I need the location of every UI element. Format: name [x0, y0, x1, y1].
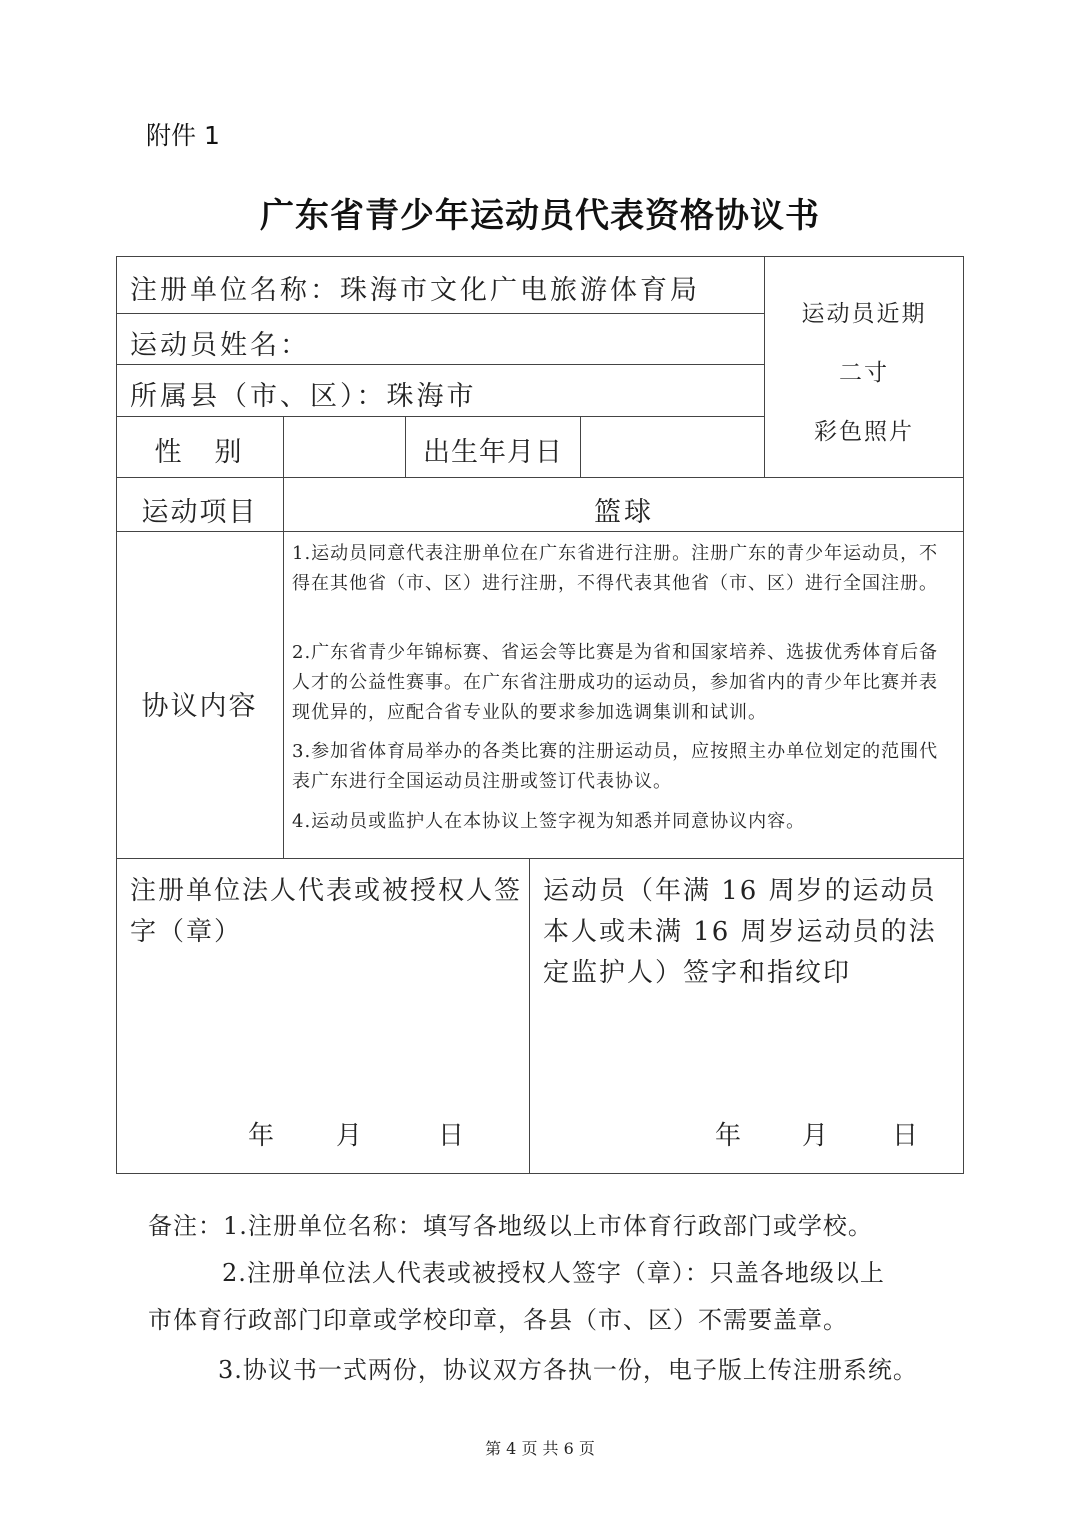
- photo-hint-line-1: 运动员近期: [801, 301, 927, 327]
- note-line-4: 3.协议书一式两份，协议双方各执一份，电子版上传注册系统。: [218, 1356, 918, 1384]
- page-number: 第 4 页 共 6 页: [485, 1439, 595, 1458]
- athlete-name-field: 运动员姓名：: [130, 330, 310, 361]
- row-divider-3: [116, 416, 764, 417]
- row-divider-6: [116, 858, 964, 859]
- athlete-sign-day: 日: [892, 1121, 919, 1151]
- gender-label: 性 别: [154, 437, 245, 468]
- table-border-top: [116, 256, 964, 257]
- row-divider-2: [116, 364, 764, 365]
- athlete-signature-label: 运动员（年满 16 周岁的运动员本人或未满 16 周岁运动员的法定监护人）签字和指纹印: [543, 876, 937, 988]
- agreement-clause-3: 3.参加省体育局举办的各类比赛的注册运动员，应按照主办单位划定的范围代表广东进行全国运动员注册或签订代表协议。: [292, 741, 939, 792]
- note-line-1: 备注：1.注册单位名称：填写各地级以上市体育行政部门或学校。: [148, 1212, 873, 1240]
- unit-signature-label: 注册单位法人代表或被授权人签字（章）: [130, 876, 523, 947]
- photo-hint-line-3: 彩色照片: [814, 419, 914, 445]
- birth-date-label: 出生年月日: [423, 437, 563, 468]
- unit-sign-month: 月: [336, 1121, 363, 1151]
- unit-sign-year: 年: [248, 1121, 275, 1151]
- county-field: 所属县（市、区）：珠海市: [130, 381, 477, 412]
- sport-label: 运动项目: [141, 497, 258, 528]
- sport-value: 篮球: [594, 497, 654, 528]
- attachment-label: 附件 1: [146, 121, 220, 150]
- note-line-3: 市体育行政部门印章或学校印章，各县（市、区）不需要盖章。: [148, 1306, 848, 1334]
- note-line-2: 2.注册单位法人代表或被授权人签字（章）：只盖各地级以上: [222, 1259, 885, 1287]
- document-title: 广东省青少年运动员代表资格协议书: [260, 196, 820, 236]
- agreement-content-label: 协议内容: [141, 691, 258, 722]
- athlete-sign-month: 月: [802, 1121, 829, 1151]
- signature-divider: [529, 858, 530, 1174]
- athlete-sign-year: 年: [715, 1121, 742, 1151]
- agreement-clause-4: 4.运动员或监护人在本协议上签字视为知悉并同意协议内容。: [292, 811, 806, 832]
- row-divider-5: [116, 531, 964, 532]
- photo-hint-line-2: 二寸: [839, 360, 889, 386]
- agreement-clause-1: 1.运动员同意代表注册单位在广东省进行注册。注册广东的青少年运动员，不得在其他省（市、区）进行注册，不得代表其他省（市、区）进行全国注册。: [292, 543, 939, 594]
- agreement-clause-2: 2.广东省青少年锦标赛、省运会等比赛是为省和国家培养、选拔优秀体育后备人才的公益性赛事。在广东省注册成功的运动员，参加省内的青少年比赛并表现优异的，应配合省专业队的要求参加选调集训和试训。: [292, 642, 939, 723]
- table-border-right: [963, 256, 964, 1174]
- registration-unit-field: 注册单位名称：珠海市文化广电旅游体育局: [130, 275, 700, 306]
- unit-sign-day: 日: [438, 1121, 465, 1151]
- table-border-bottom: [116, 1173, 964, 1174]
- label-column-divider: [283, 416, 284, 859]
- birth-label-divider: [580, 416, 581, 478]
- row-divider-4: [116, 477, 964, 478]
- row-divider-1: [116, 313, 764, 314]
